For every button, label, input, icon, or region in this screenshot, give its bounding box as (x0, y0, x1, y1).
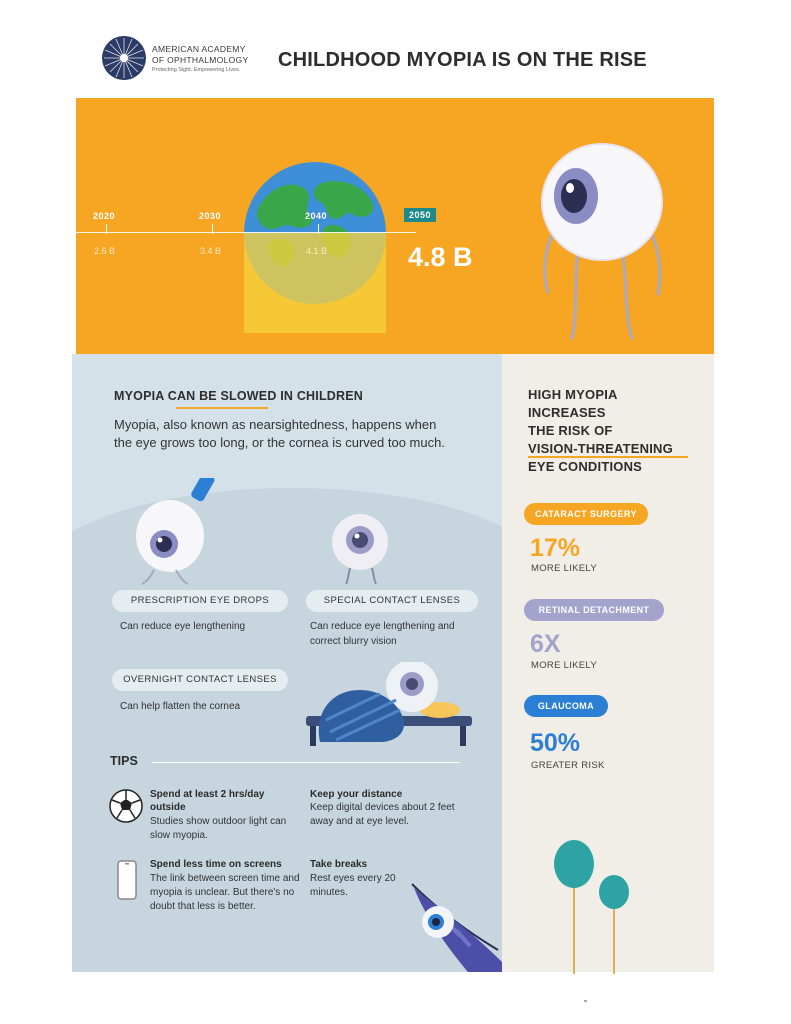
eyeball-character-illustration (538, 142, 668, 342)
soccer-ball-icon (108, 788, 144, 824)
timeline-value: 3.4 B (200, 246, 222, 256)
timeline-year: 2020 (93, 211, 116, 221)
risk-sub-glaucoma: GREATER RISK (531, 760, 605, 771)
tip-desc-outside: Studies show outdoor light can slow myopia. (150, 816, 287, 841)
treatment-desc-eye-drops: Can reduce eye lengthening (120, 621, 246, 632)
risk-value-retinal: 6X (530, 630, 561, 658)
tip-title-breaks: Take breaks (310, 859, 368, 870)
treatment-chip-eye-drops: PRESCRIPTION EYE DROPS (112, 590, 288, 612)
heading-line: EYE CONDITIONS (528, 459, 643, 474)
slowed-heading (114, 389, 363, 403)
myopia-intro: Myopia, also known as nearsightedness, happens when the eye grows too long, or the cornea is curved too much. (114, 417, 445, 450)
timeline-value: 4.1 B (306, 246, 328, 256)
projection-banner (76, 98, 714, 354)
treatment-chip-overnight-lenses: OVERNIGHT CONTACT LENSES (112, 669, 288, 691)
timeline-year-highlight: 2050 (404, 208, 436, 222)
tip-desc-screens: The link between screen time and myopia is unclear. But there's no doubt that less is better. (150, 873, 300, 912)
org-line-1: AMERICAN ACADEMY (152, 44, 246, 54)
heading-line: INCREASES (528, 405, 606, 420)
timeline-tick (106, 224, 107, 234)
scan-speck (584, 1000, 587, 1002)
timeline-year: 2030 (199, 211, 222, 221)
heading-line: HIGH MYOPIA (528, 387, 618, 402)
tips-divider (152, 762, 460, 763)
org-line-2: OF OPHTHALMOLOGY (152, 55, 249, 65)
timeline-tick (212, 224, 213, 234)
aao-logo (102, 36, 146, 80)
timeline-tick (318, 224, 319, 234)
org-name (152, 44, 248, 74)
phone-icon (116, 860, 138, 900)
risk-pill-cataract: CATARACT SURGERY (524, 503, 648, 525)
trees-illustration (550, 834, 640, 974)
risk-value-cataract: 17% (530, 534, 581, 562)
treatment-chip-special-lenses: SPECIAL CONTACT LENSES (306, 590, 478, 612)
org-tagline: Protecting Sight. Empowering Lives. (152, 67, 241, 73)
risk-sub-cataract: MORE LIKELY (531, 563, 597, 574)
projection-2050-value: 4.8 B (408, 242, 473, 272)
heading-underline (176, 407, 268, 409)
sleeping-eye-illustration (300, 662, 480, 756)
slowed-heading-text: MYOPIA CAN BE SLOWED IN CHILDREN (114, 389, 363, 403)
page-title: CHILDHOOD MYOPIA IS ON THE RISE (278, 49, 647, 71)
heading-line: THE RISK OF (528, 423, 613, 438)
timeline-value: 2.6 B (94, 246, 116, 256)
heading-underline (528, 456, 688, 458)
tip-title-distance: Keep your distance (310, 789, 403, 800)
high-myopia-heading (528, 386, 673, 476)
tip-title-outside: Spend at least 2 hrs/day outside (150, 789, 265, 813)
tip-desc-breaks: Rest eyes every 20 minutes. (310, 873, 396, 898)
treatment-desc-overnight-lenses: Can help flatten the cornea (120, 701, 241, 712)
eye-drops-illustration (124, 478, 224, 588)
timeline-axis (76, 232, 416, 233)
tip-title-screens: Spend less time on screens (150, 859, 282, 870)
risk-value-glaucoma: 50% (530, 729, 581, 757)
contact-lens-eye-illustration (328, 512, 398, 586)
heading-line: VISION-THREATENING (528, 441, 673, 456)
treatment-desc-special-lenses: Can reduce eye lengthening and correct blurry vision (310, 621, 455, 647)
tips-heading: TIPS (110, 754, 138, 768)
risk-pill-glaucoma: GLAUCOMA (524, 695, 608, 717)
risk-pill-retinal: RETINAL DETACHMENT (524, 599, 664, 621)
tip-desc-distance: Keep digital devices about 2 feet away and at eye level. (310, 802, 455, 827)
timeline-year: 2040 (305, 211, 328, 221)
risk-sub-retinal: MORE LIKELY (531, 660, 597, 671)
